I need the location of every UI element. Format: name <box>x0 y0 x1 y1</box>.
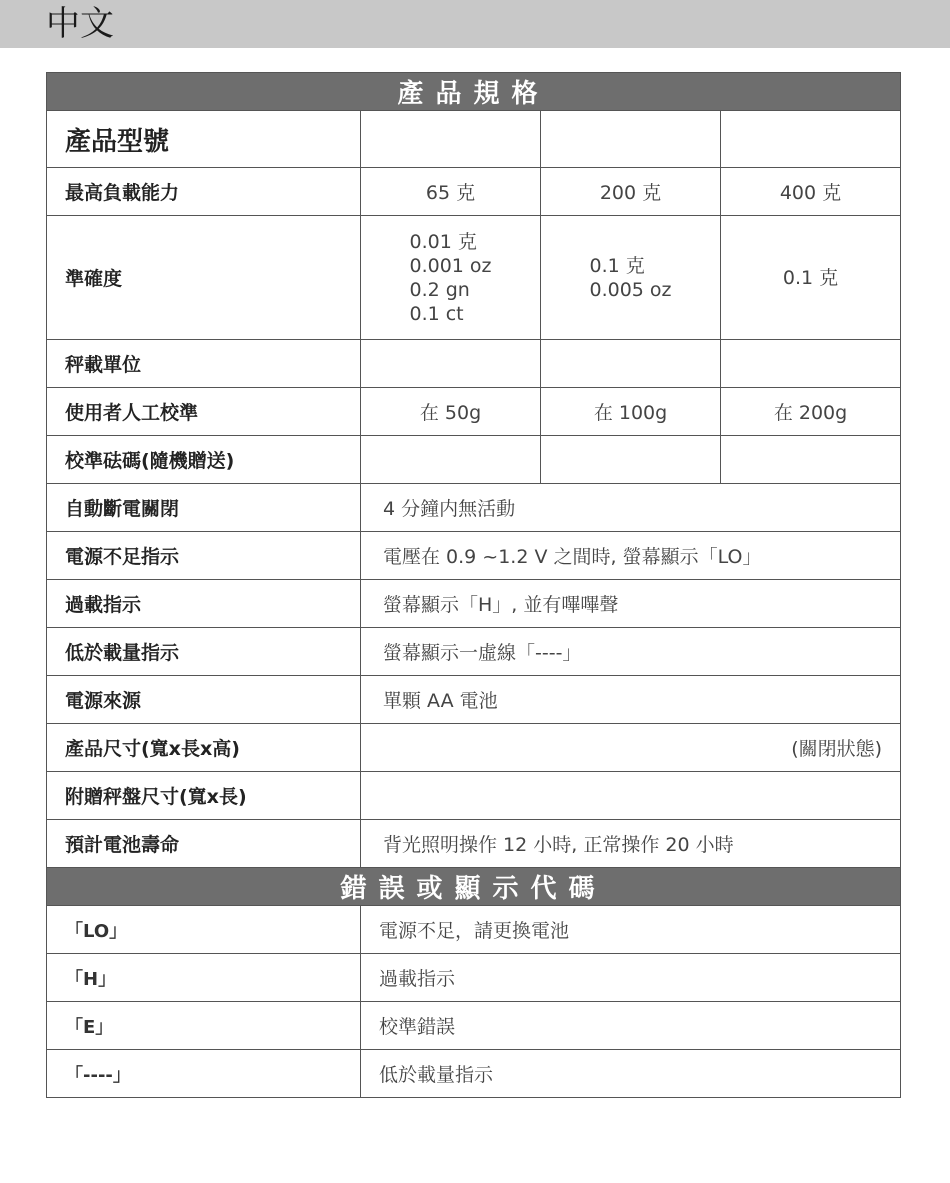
underload-label: 低於載量指示 <box>47 628 361 676</box>
error-code: 「----」 <box>47 1050 361 1098</box>
model-cell <box>721 111 901 168</box>
overload-label: 過載指示 <box>47 580 361 628</box>
error-description: 校準錯誤 <box>361 1002 901 1050</box>
low-battery-row <box>47 532 901 580</box>
accuracy-value <box>721 216 901 340</box>
language-label: 中文 <box>46 4 114 44</box>
units-value <box>541 340 721 388</box>
calibration-label: 使用者人工校準 <box>47 388 361 436</box>
accuracy-line: 0.005 oz <box>589 278 672 301</box>
accuracy-value <box>541 216 721 340</box>
calibration-weight-value <box>721 436 901 484</box>
error-row <box>47 1002 901 1050</box>
units-row <box>47 340 901 388</box>
product-size-label: 產品尺寸(寬x長x高) <box>47 724 361 772</box>
error-description: 電源不足，請更換電池 <box>361 906 901 954</box>
low-battery-label: 電源不足指示 <box>47 532 361 580</box>
calibration-weight-value <box>361 436 541 484</box>
accuracy-line: 0.2 gn <box>409 278 470 301</box>
error-description: 低於載量指示 <box>361 1050 901 1098</box>
product-size-value: (關閉狀態) <box>361 724 901 772</box>
battery-life-row <box>47 820 901 868</box>
units-value <box>361 340 541 388</box>
accuracy-line: 0.01 克 <box>409 230 477 253</box>
spec-table <box>46 72 901 1098</box>
power-source-label: 電源來源 <box>47 676 361 724</box>
calibration-weight-value <box>541 436 721 484</box>
error-section-title: 錯誤或顯示代碼 <box>47 868 901 906</box>
accuracy-line: 0.1 ct <box>409 302 464 325</box>
tray-size-value <box>361 772 901 820</box>
max-load-label: 最高負載能力 <box>47 168 361 216</box>
accuracy-label: 準確度 <box>47 216 361 340</box>
power-source-row <box>47 676 901 724</box>
units-label: 秤載單位 <box>47 340 361 388</box>
battery-life-value: 背光照明操作 12 小時, 正常操作 20 小時 <box>361 820 901 868</box>
auto-off-value: 4 分鐘内無活動 <box>361 484 901 532</box>
tray-size-label: 附贈秤盤尺寸(寬x長) <box>47 772 361 820</box>
power-source-value: 單顆 AA 電池 <box>361 676 901 724</box>
error-row <box>47 1050 901 1098</box>
accuracy-value <box>361 216 541 340</box>
auto-off-row <box>47 484 901 532</box>
accuracy-line: 0.1 克 <box>782 266 839 289</box>
overload-row <box>47 580 901 628</box>
accuracy-line: 0.1 克 <box>589 254 645 277</box>
calibration-weight-label: 校準砝碼(隨機贈送) <box>47 436 361 484</box>
spec-section-title: 產品規格 <box>47 73 901 111</box>
calibration-value: 在 200g <box>721 388 901 436</box>
model-cell <box>541 111 721 168</box>
calibration-value: 在 100g <box>541 388 721 436</box>
max-load-value: 200 克 <box>541 168 721 216</box>
language-header-bar <box>0 0 950 48</box>
underload-row <box>47 628 901 676</box>
error-description: 過載指示 <box>361 954 901 1002</box>
error-title-row <box>47 868 901 906</box>
units-value <box>721 340 901 388</box>
spec-title-row <box>47 73 901 111</box>
calibration-value: 在 50g <box>361 388 541 436</box>
battery-life-label: 預計電池壽命 <box>47 820 361 868</box>
error-row <box>47 906 901 954</box>
max-load-row <box>47 168 901 216</box>
calibration-row <box>47 388 901 436</box>
tray-size-row <box>47 772 901 820</box>
accuracy-row <box>47 216 901 340</box>
model-cell <box>361 111 541 168</box>
product-size-row <box>47 724 901 772</box>
error-code: 「H」 <box>47 954 361 1002</box>
model-label: 產品型號 <box>47 111 361 168</box>
overload-value: 螢幕顯示「H」, 並有嗶嗶聲 <box>361 580 901 628</box>
error-row <box>47 954 901 1002</box>
auto-off-label: 自動斷電關閉 <box>47 484 361 532</box>
underload-value: 螢幕顯示一虛線「----」 <box>361 628 901 676</box>
calibration-weight-row <box>47 436 901 484</box>
max-load-value: 400 克 <box>721 168 901 216</box>
error-code: 「E」 <box>47 1002 361 1050</box>
max-load-value: 65 克 <box>361 168 541 216</box>
accuracy-line: 0.001 oz <box>409 254 492 277</box>
error-code: 「LO」 <box>47 906 361 954</box>
low-battery-value: 電壓在 0.9 ~1.2 V 之間時, 螢幕顯示「LO」 <box>361 532 901 580</box>
model-row <box>47 111 901 168</box>
